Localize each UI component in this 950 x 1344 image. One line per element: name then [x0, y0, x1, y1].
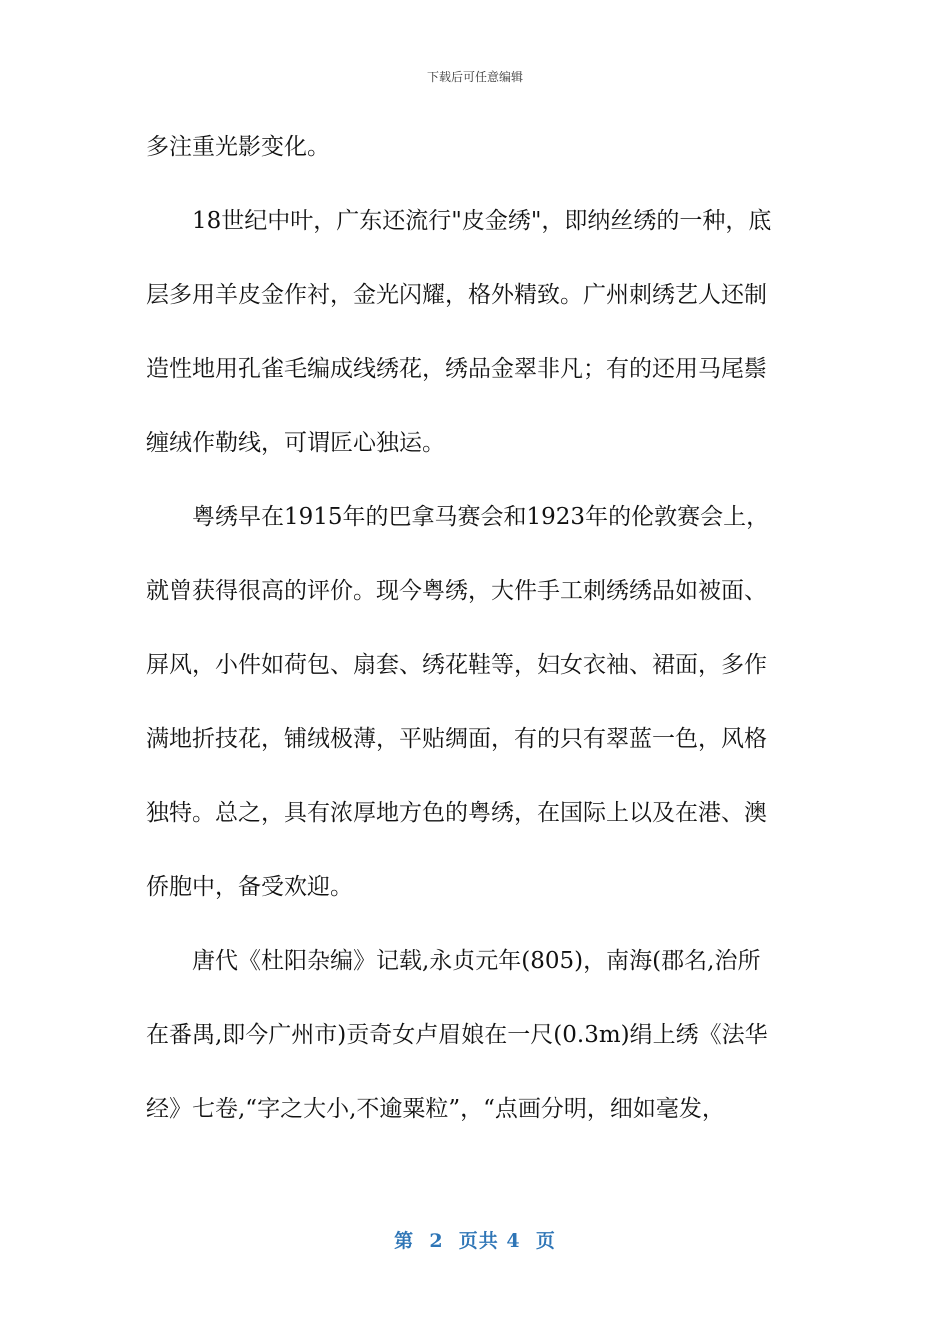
text-line: 缠绒作勒线，可谓匠心独运。	[146, 430, 445, 456]
text-line: 层多用羊皮金作衬，金光闪耀，格外精致。广州刺绣艺人还制	[146, 282, 767, 308]
text-line: 屏风，小件如荷包、扇套、绣花鞋等，妇女衣袖、裙面，多作	[146, 652, 767, 678]
text-line: 经》七卷,“字之大小,不逾粟粒”，“点画分明，细如毫发，	[146, 1096, 725, 1122]
text-line: 18世纪中叶，广东还流行"皮金绣"，即纳丝绣的一种，底	[192, 208, 772, 234]
page-number-footer: 第 2 页共 4 页	[394, 1230, 556, 1252]
text-line: 独特。总之，具有浓厚地方色的粤绣，在国际上以及在港、澳	[146, 800, 767, 826]
text-line: 造性地用孔雀毛编成线绣花，绣品金翠非凡；有的还用马尾鬃	[146, 356, 767, 382]
text-line: 侨胞中，备受欢迎。	[146, 874, 353, 900]
document-body	[146, 110, 796, 1146]
text-line: 满地折技花，铺绒极薄，平贴绸面，有的只有翠蓝一色，风格	[146, 726, 767, 752]
text-line: 唐代《杜阳杂编》记载,永贞元年(805)，南海(郡名,治所	[192, 948, 761, 974]
text-line: 粤绣早在1915年的巴拿马赛会和1923年的伦敦赛会上，	[192, 504, 770, 530]
page-header: 下载后可任意编辑	[426, 70, 523, 84]
text-line: 就曾获得很高的评价。现今粤绣，大件手工刺绣绣品如被面、	[146, 578, 767, 604]
text-line: 在番禺,即今广州市)贡奇女卢眉娘在一尺(0.3m)绢上绣《法华	[146, 1022, 768, 1048]
text-line: 多注重光影变化。	[146, 134, 330, 160]
